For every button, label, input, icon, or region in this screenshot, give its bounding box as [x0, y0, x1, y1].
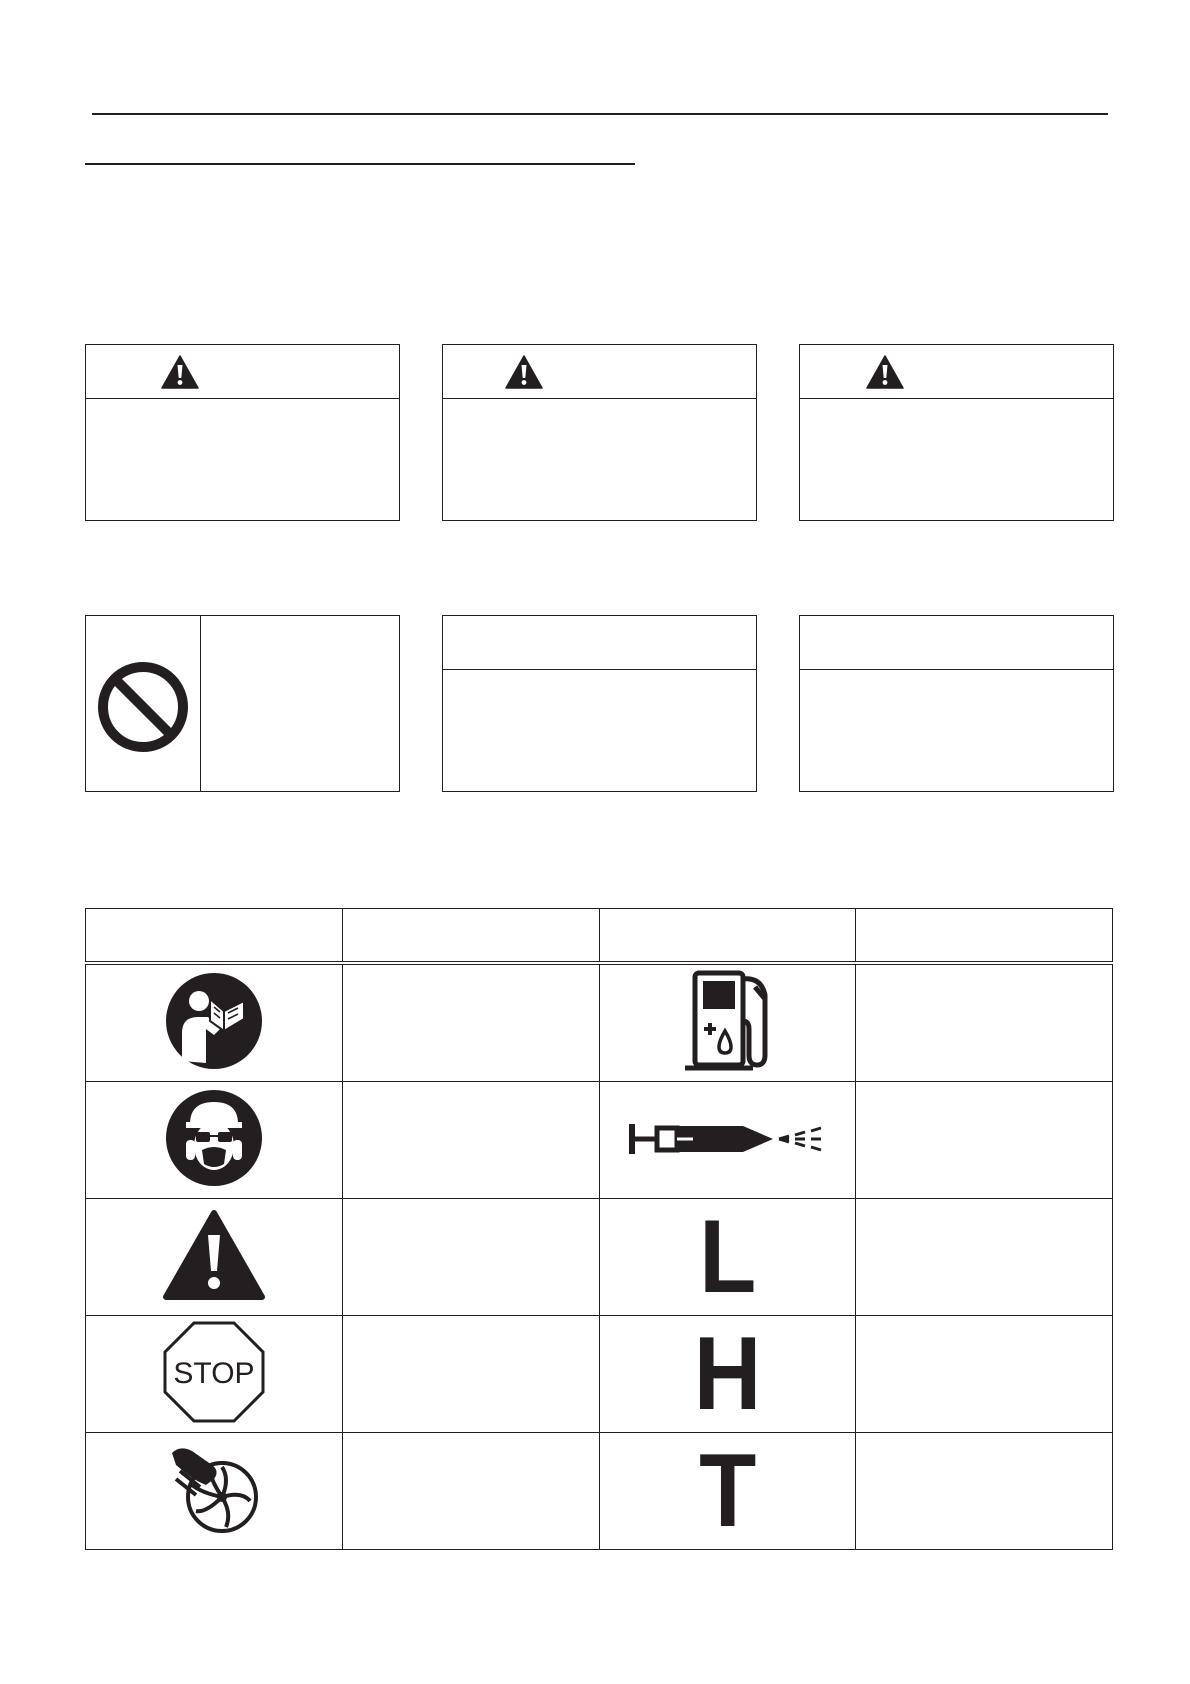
signal-box-3 — [799, 344, 1114, 521]
notice-box-1 — [442, 615, 757, 792]
description-cell — [342, 1433, 599, 1550]
prohibition-cell — [86, 616, 201, 791]
prohibition-icon — [96, 660, 190, 754]
primer-bulb-icon — [627, 1108, 827, 1168]
symbol-cell — [599, 963, 856, 1081]
signal-box-header — [86, 345, 399, 399]
table-header-row — [86, 909, 1113, 964]
table-row — [86, 1082, 1113, 1199]
notice-box-2 — [799, 615, 1114, 792]
symbol-cell — [86, 963, 343, 1081]
symbol-cell — [86, 1082, 343, 1199]
description-cell — [856, 1316, 1113, 1433]
letter-t-symbol: T — [698, 1433, 756, 1550]
signal-box-2 — [442, 344, 757, 521]
table-row — [86, 1199, 1113, 1316]
description-cell — [856, 1082, 1113, 1199]
symbol-cell — [86, 1199, 343, 1316]
stop-sign-icon — [162, 1320, 266, 1424]
hand-fan-hazard-icon — [166, 1441, 262, 1537]
description-cell — [856, 963, 1113, 1081]
description-cell — [342, 1082, 599, 1199]
symbol-cell — [86, 1316, 343, 1433]
notice-box-header — [443, 616, 756, 670]
read-manual-icon — [164, 971, 264, 1071]
header-rule — [92, 113, 1108, 115]
symbol-cell — [599, 1433, 856, 1550]
description-cell — [856, 1199, 1113, 1316]
signal-box-header — [800, 345, 1113, 399]
stop-sign-text: STOP — [173, 1356, 255, 1390]
signal-box-1 — [85, 344, 400, 521]
fuel-pump-icon — [677, 969, 777, 1073]
table-row — [86, 963, 1113, 1081]
symbol-cell — [599, 1316, 856, 1433]
section-rule — [85, 163, 635, 165]
symbol-cell — [86, 1433, 343, 1550]
header-cell — [856, 909, 1113, 964]
header-cell — [342, 909, 599, 964]
description-cell — [342, 1199, 599, 1316]
protective-gear-icon — [164, 1088, 264, 1188]
warning-triangle-icon — [866, 355, 904, 389]
header-cell — [599, 909, 856, 964]
letter-l-symbol: L — [698, 1199, 756, 1316]
table-row — [86, 1316, 1113, 1433]
letter-h-symbol: H — [693, 1316, 762, 1433]
table-row — [86, 1433, 1113, 1550]
warning-triangle-icon — [161, 355, 199, 389]
signal-box-header — [443, 345, 756, 399]
symbol-cell — [599, 1199, 856, 1316]
symbol-cell — [599, 1082, 856, 1199]
warning-triangle-icon — [505, 355, 543, 389]
symbol-table — [85, 908, 1113, 1550]
warning-triangle-icon — [162, 1209, 266, 1301]
notice-box-header — [800, 616, 1113, 670]
description-cell — [856, 1433, 1113, 1550]
description-cell — [342, 1316, 599, 1433]
header-cell — [86, 909, 343, 964]
description-cell — [342, 963, 599, 1081]
prohibition-box — [85, 615, 400, 792]
